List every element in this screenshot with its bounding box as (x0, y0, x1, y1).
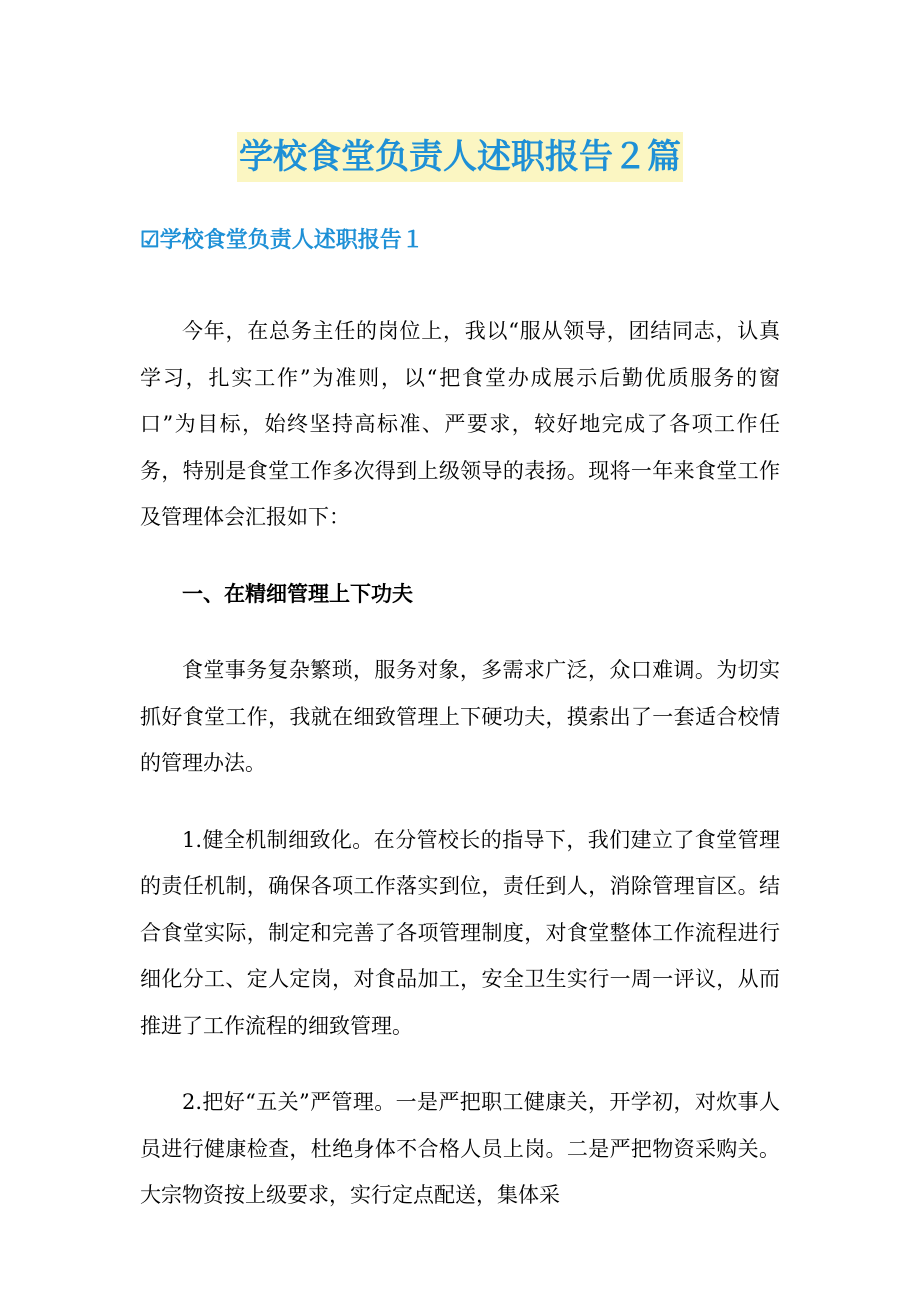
paragraph-fine-management: 食堂事务复杂繁琐，服务对象，多需求广泛，众口难调。为切实抓好食堂工作，我就在细致管理上下硬功夫，摸索出了一套适合校情的管理办法。 (140, 658, 780, 775)
heading-fine-management: 一、在精细管理上下功夫 (182, 580, 413, 606)
title-container (0, 132, 920, 182)
section-title: ☑学校食堂负责人述职报告１ (140, 227, 424, 253)
document-title: 学校食堂负责人述职报告２篇 (237, 132, 683, 182)
paragraph-intro: 今年，在总务主任的岗位上，我以“服从领导，团结同志，认真学习，扎实工作”为准则，以“把食堂办成展示后勤优质服务的窗口”为目标，始终坚持高标准、严要求，较好地完成了各项工作任务，特别是食堂工作多次得到上级领导的表扬。现将一年来食堂工作及管理体会汇报如下： (140, 319, 780, 529)
paragraph-item-2: 2.把好“五关”严管理。一是严把职工健康关，开学初，对炊事人员进行健康检查，杜绝身体不合格人员上岗。二是严把物资采购关。大宗物资按上级要求，实行定点配送，集体采 (140, 1090, 780, 1207)
document-body (140, 308, 780, 1249)
paragraph-item-1: 1.健全机制细致化。在分管校长的指导下，我们建立了食堂管理的责任机制，确保各项工作落实到位，责任到人，消除管理盲区。结合食堂实际，制定和完善了各项管理制度，对食堂整体工作流程进行细化分工、定人定岗，对食品加工，安全卫生实行一周一评议，从而推进了工作流程的细致管理。 (140, 827, 780, 1038)
